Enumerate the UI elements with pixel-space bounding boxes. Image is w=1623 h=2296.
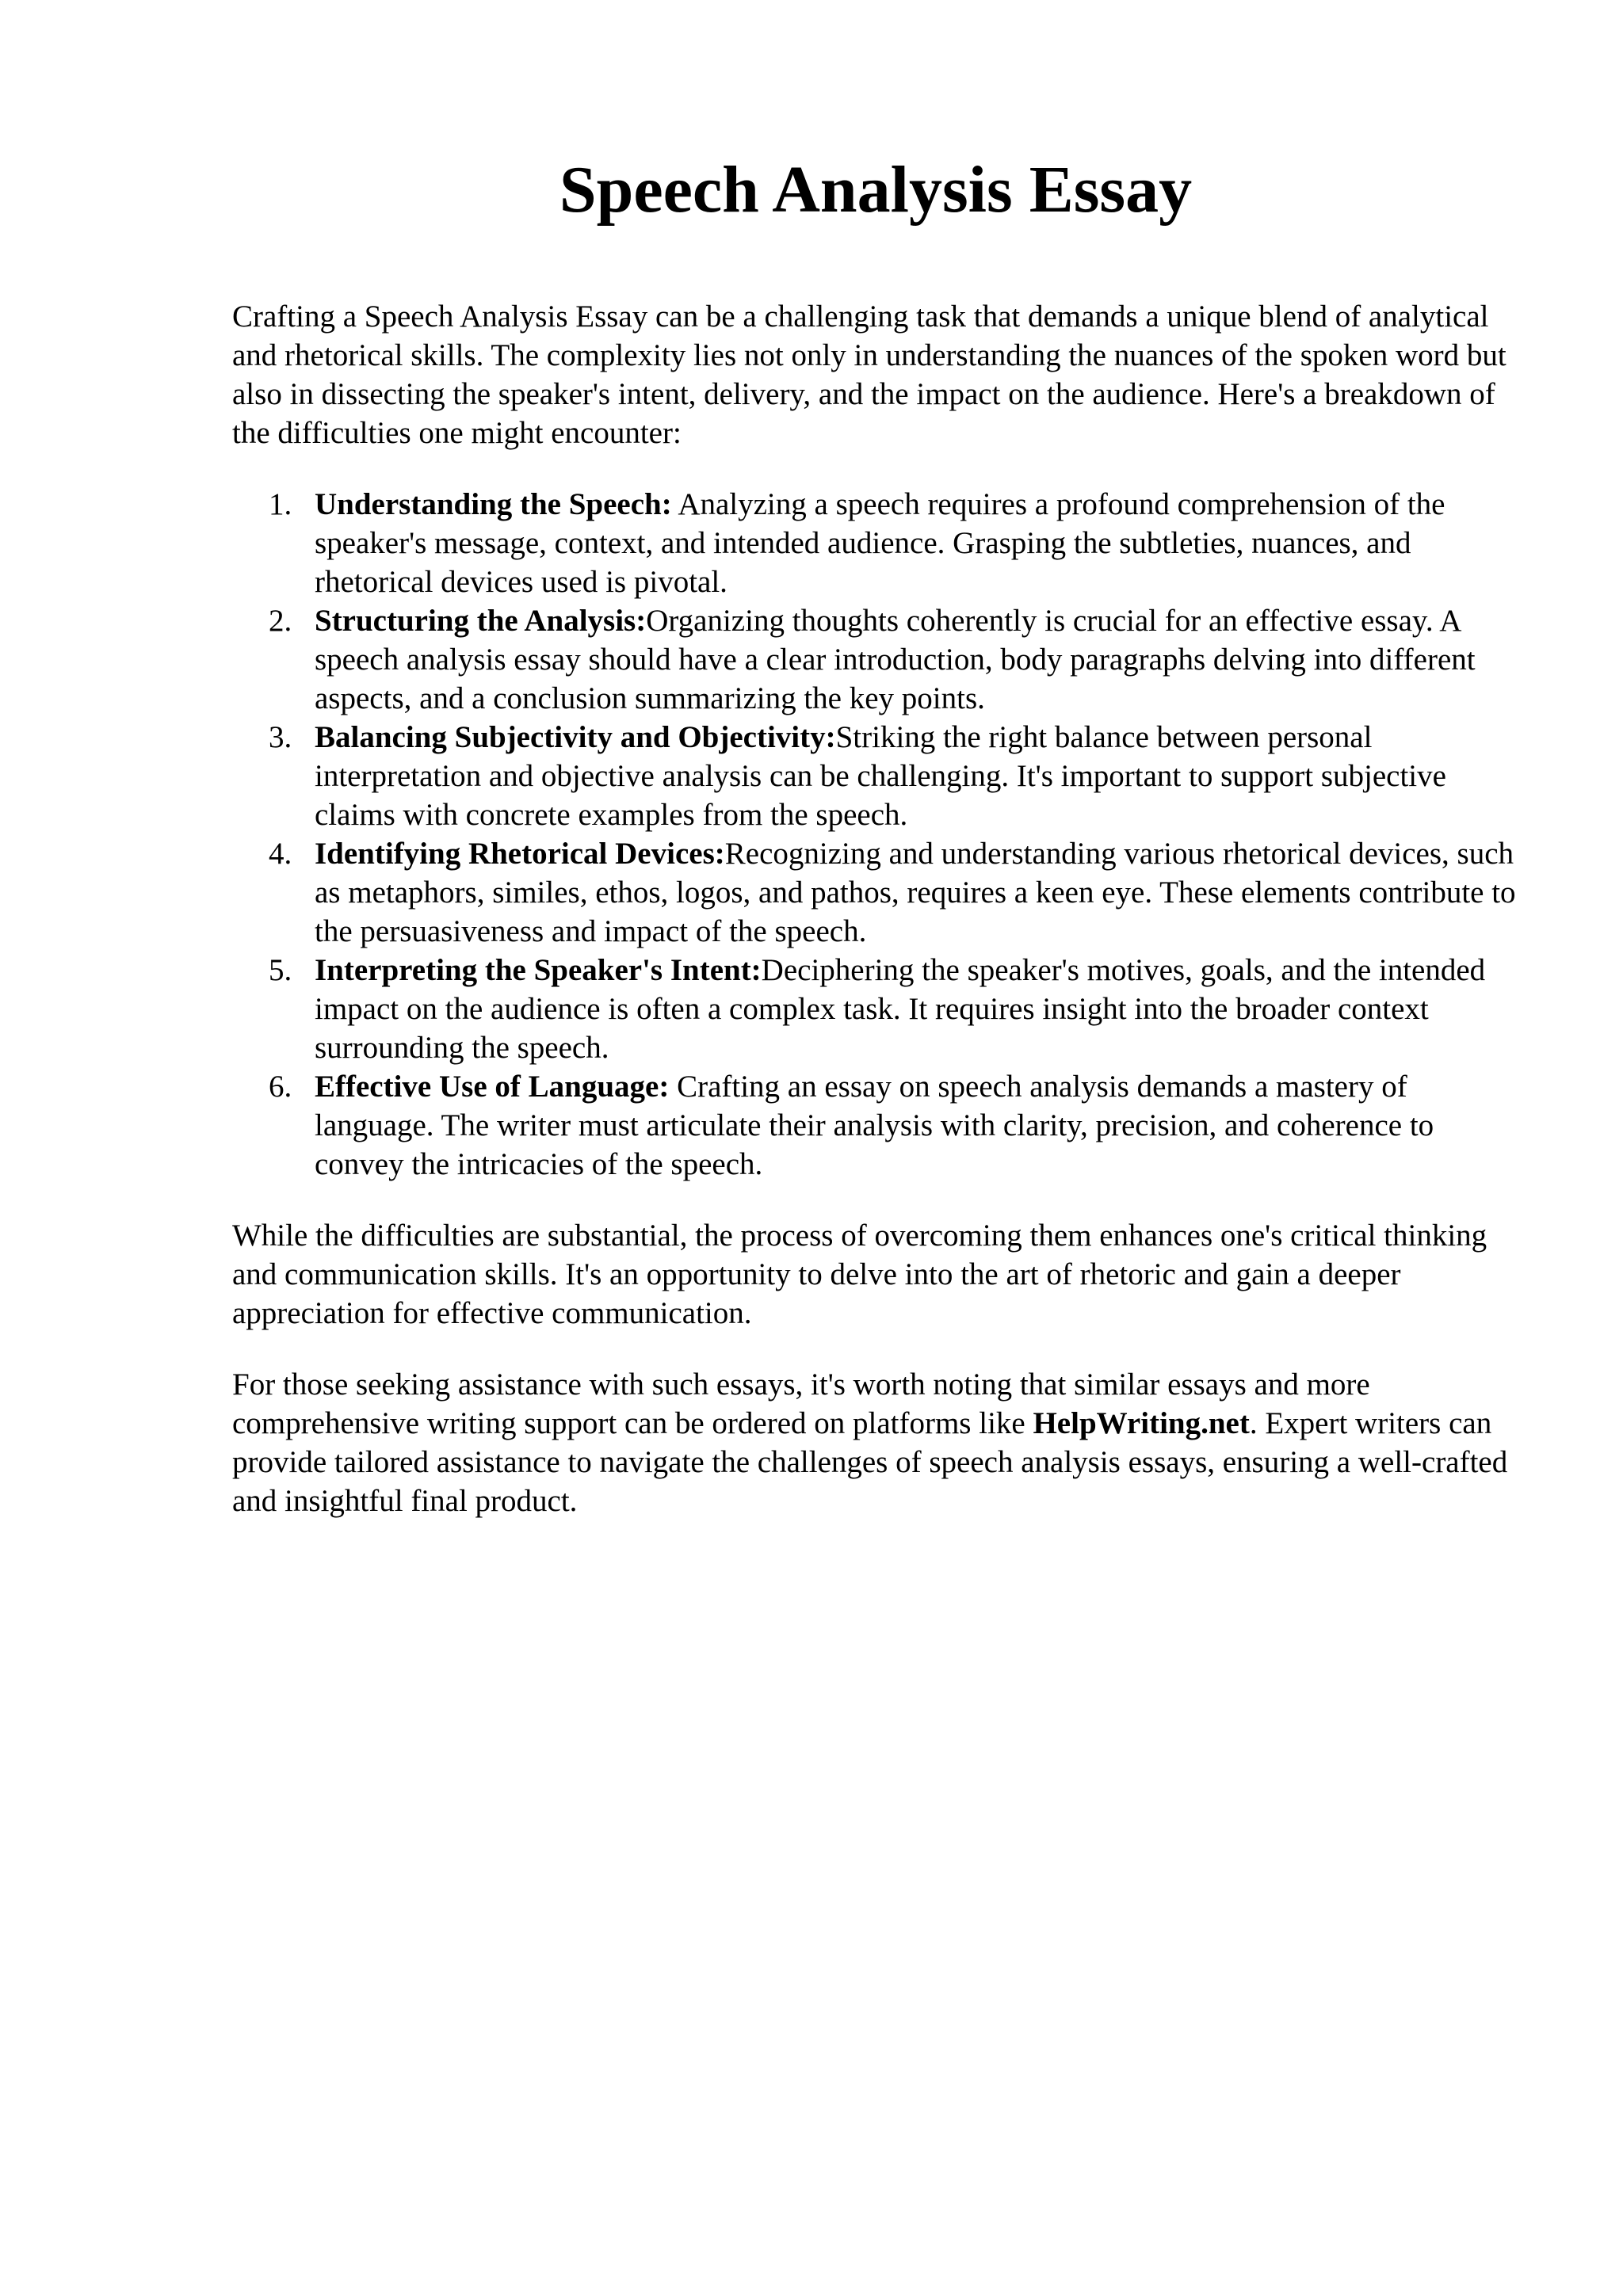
list-item-number: 1. — [269, 487, 292, 521]
list-item-text: Crafting an essay on speech analysis demands a mastery of language. The writer must articulate their analysis with clarity, precision, and coherence to convey the intricacies of the speech. — [315, 1070, 1434, 1181]
list-item-text: Recognizing and understanding various rhetorical devices, such as metaphors, similes, ethos, logos, and pathos, requires a keen eye. These elements contribute to the persuasiveness and impact of the speech. — [315, 837, 1516, 948]
brand-name: HelpWriting.net — [1033, 1406, 1250, 1440]
list-item-text: Organizing thoughts coherently is crucial for an effective essay. A speech analysis essay should have a clear introduction, body paragraphs delving into different aspects, and a conclusion summarizing the key points. — [315, 604, 1476, 715]
list-item — [232, 951, 1516, 1067]
assistance-text-after: . Expert writers can provide tailored assistance to navigate the challenges of speech analysis essays, ensuring a well-crafted and insightful final product. — [232, 1406, 1508, 1518]
list-item — [232, 601, 1516, 718]
list-item — [232, 718, 1516, 834]
difficulties-list — [232, 485, 1516, 1184]
list-item-heading: Effective Use of Language: — [315, 1070, 670, 1104]
list-item-number: 2. — [269, 604, 292, 638]
list-item-number: 5. — [269, 953, 292, 987]
intro-paragraph: Crafting a Speech Analysis Essay can be a challenging task that demands a unique blend of analytical and rhetorical skills. The complexity lies not only in understanding the nuances of the spoken word but also in dissecting the speaker's intent, delivery, and the impact on the audience. Here's a breakdown of the difficulties one might encounter: — [232, 299, 1507, 450]
list-item — [232, 485, 1516, 601]
list-item-text: Striking the right balance between personal interpretation and objective analysis can be challenging. It's important to support subjective claims with concrete examples from the speech. — [315, 720, 1446, 832]
list-item-heading: Interpreting the Speaker's Intent: — [315, 953, 762, 987]
list-item — [232, 1067, 1516, 1184]
list-item-heading: Balancing Subjectivity and Objectivity: — [315, 720, 836, 754]
assistance-text-before: For those seeking assistance with such essays, it's worth noting that similar essays and more comprehensive writing support can be ordered on platforms like — [232, 1367, 1370, 1440]
list-item-number: 3. — [269, 720, 292, 754]
list-item — [232, 834, 1516, 951]
conclusion-paragraph: While the difficulties are substantial, the process of overcoming them enhances one's critical thinking and communication skills. It's an opportunity to delve into the art of rhetoric and gain a deeper appreciation for effective communication. — [232, 1219, 1487, 1330]
list-item-heading: Identifying Rhetorical Devices: — [315, 837, 725, 871]
assistance-paragraph — [232, 1365, 1516, 1520]
list-item-number: 4. — [269, 837, 292, 871]
list-item-heading: Structuring the Analysis: — [315, 604, 647, 638]
list-item-heading: Understanding the Speech: — [315, 487, 672, 521]
document-body — [232, 297, 1516, 1520]
list-item-number: 6. — [269, 1070, 292, 1104]
document-title: Speech Analysis Essay — [559, 153, 1193, 227]
list-item-text: Deciphering the speaker's motives, goals, and the intended impact on the audience is often a complex task. It requires insight into the broader context surrounding the speech. — [315, 953, 1486, 1065]
list-item-text: Analyzing a speech requires a profound comprehension of the speaker's message, context, and intended audience. Grasping the subtleties, nuances, and rhetorical devices used is pivotal. — [315, 487, 1445, 599]
